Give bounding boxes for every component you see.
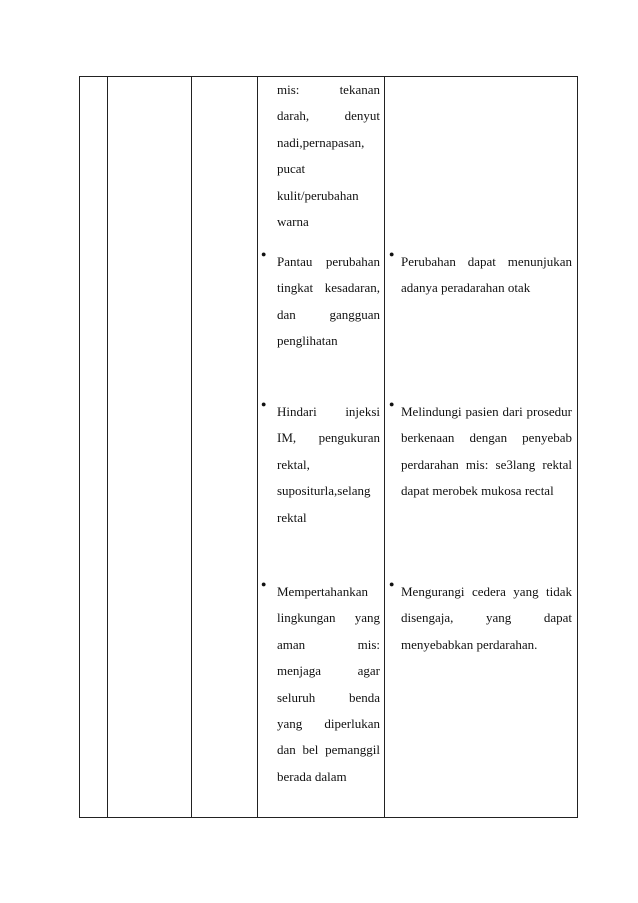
text-line: dan bel pemanggil: [277, 742, 380, 758]
text-line: kulit/perubahan: [277, 187, 359, 203]
intervensi-continuation-text: [277, 77, 380, 235]
text-line: dan gangguan: [277, 306, 380, 322]
text-line: adanya peradarahan otak: [401, 280, 531, 296]
text-line: pucat: [277, 161, 306, 177]
text-line: Melindungi pasien dari prosedur: [401, 404, 572, 419]
text-line: Mempertahankan: [277, 584, 368, 599]
text-line: warna: [277, 214, 309, 230]
care-plan-table: [79, 76, 578, 818]
bullet-icon: ●: [261, 579, 267, 589]
rasional-item-text: [401, 579, 572, 658]
rasional-item: [384, 579, 578, 658]
rasional-cell: [384, 77, 578, 817]
column-divider: [107, 77, 108, 817]
text-line: lingkungan yang: [277, 610, 380, 626]
text-line: IM, pengukuran: [277, 430, 380, 446]
intervensi-item: [257, 399, 384, 531]
bullet-icon: ●: [261, 399, 267, 409]
intervensi-item-text: [277, 579, 380, 790]
text-line: darah, denyut: [277, 108, 380, 124]
text-line: Hindari injeksi: [277, 404, 380, 419]
text-line: berkenaan dengan penyebab: [401, 430, 572, 446]
rasional-item: [384, 249, 578, 302]
intervensi-item-text: [277, 249, 380, 355]
bullet-icon: ●: [389, 399, 395, 409]
intervensi-continuation: [257, 77, 384, 235]
intervensi-cell: [257, 77, 384, 817]
text-line: seluruh benda: [277, 689, 380, 705]
intervensi-item: [257, 249, 384, 355]
text-line: Mengurangi cedera yang tidak: [401, 584, 572, 599]
text-line: rektal,: [277, 456, 310, 472]
column-divider: [191, 77, 192, 817]
text-line: yang diperlukan: [277, 716, 380, 732]
text-line: tingkat kesadaran,: [277, 280, 380, 296]
text-line: menjaga agar: [277, 663, 380, 679]
text-line: Pantau perubahan: [277, 254, 380, 269]
intervensi-item: [257, 579, 384, 790]
rasional-item-text: [401, 399, 572, 505]
text-line: aman mis:: [277, 636, 380, 652]
intervensi-item-text: [277, 399, 380, 531]
rasional-item: [384, 399, 578, 505]
text-line: Perubahan dapat menunjukan: [401, 254, 572, 269]
text-line: menyebabkan perdarahan.: [401, 636, 538, 652]
text-line: dapat merobek mukosa rectal: [401, 483, 554, 499]
text-line: berada dalam: [277, 768, 347, 784]
text-line: supositurla,selang: [277, 483, 371, 499]
rasional-item-text: [401, 249, 572, 302]
text-line: nadi,pernapasan,: [277, 134, 365, 150]
bullet-icon: ●: [389, 579, 395, 589]
bullet-icon: ●: [261, 249, 267, 259]
text-line: disengaja, yang dapat: [401, 610, 572, 626]
text-line: rektal: [277, 509, 307, 525]
text-line: mis: tekanan: [277, 82, 380, 97]
text-line: penglihatan: [277, 333, 338, 349]
bullet-icon: ●: [389, 249, 395, 259]
text-line: perdarahan mis: se3lang rektal: [401, 456, 572, 472]
